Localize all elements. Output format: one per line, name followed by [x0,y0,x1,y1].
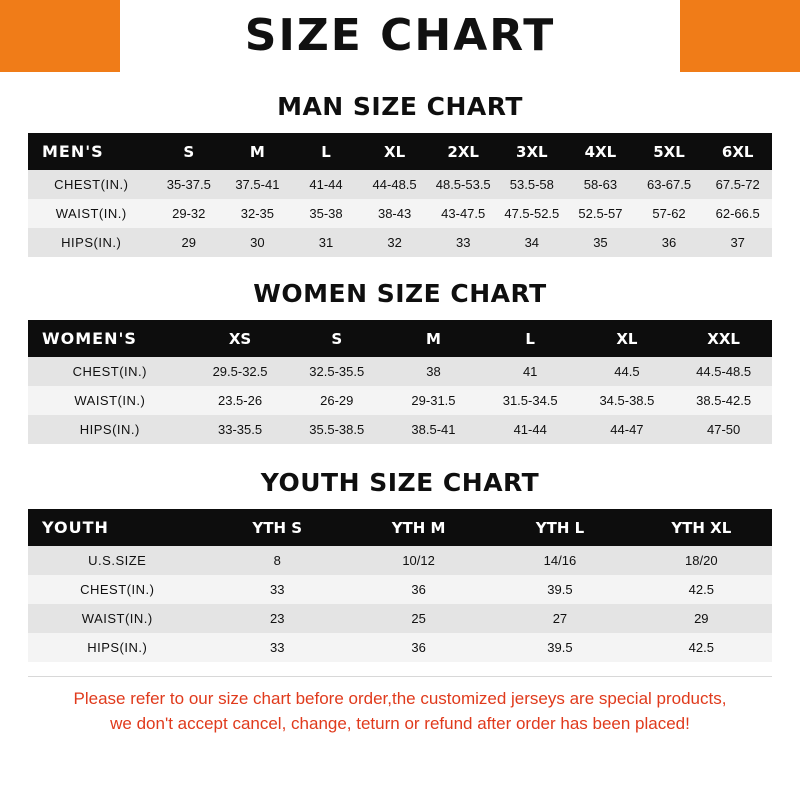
cell: 35-37.5 [154,170,223,199]
cell: 58-63 [566,170,635,199]
row-label: HIPS(IN.) [28,228,154,257]
women-col-xs: XS [192,320,289,357]
cell: 34 [498,228,567,257]
table-row [28,199,772,228]
youth-size-table [28,509,772,662]
cell: 36 [635,228,704,257]
youth-table-header [28,509,772,546]
cell: 44.5-48.5 [675,357,772,386]
cell: 34.5-38.5 [579,386,676,415]
row-label: HIPS(IN.) [28,633,207,662]
cell: 35-38 [292,199,361,228]
youth-table-body [28,546,772,662]
cell: 44-48.5 [360,170,429,199]
men-col-6xl: 6XL [703,133,772,170]
cell: 33 [429,228,498,257]
cell: 29 [154,228,223,257]
men-col-label: MEN'S [28,133,154,170]
men-size-table [28,133,772,257]
row-label: U.S.SIZE [28,546,207,575]
cell: 67.5-72 [703,170,772,199]
cell: 25 [348,604,489,633]
table-row [28,546,772,575]
youth-col-label: YOUTH [28,509,207,546]
cell: 48.5-53.5 [429,170,498,199]
row-label: WAIST(IN.) [28,386,192,415]
row-label: CHEST(IN.) [28,170,154,199]
table-header-row [28,133,772,170]
cell: 38-43 [360,199,429,228]
cell: 29-32 [154,199,223,228]
cell: 32 [360,228,429,257]
section-title-men: MAN SIZE CHART [277,92,523,121]
cell: 32.5-35.5 [288,357,385,386]
youth-col-m: YTH M [348,509,489,546]
cell: 27 [489,604,630,633]
cell: 36 [348,575,489,604]
cell: 18/20 [631,546,772,575]
cell: 32-35 [223,199,292,228]
cell: 43-47.5 [429,199,498,228]
cell: 37 [703,228,772,257]
cell: 63-67.5 [635,170,704,199]
youth-col-xl: YTH XL [631,509,772,546]
cell: 29 [631,604,772,633]
cell: 14/16 [489,546,630,575]
table-row [28,415,772,444]
women-table-header [28,320,772,357]
men-col-2xl: 2XL [429,133,498,170]
cell: 35 [566,228,635,257]
table-header-row [28,509,772,546]
cell: 31 [292,228,361,257]
cell: 23 [207,604,348,633]
header-banner [0,0,800,72]
cell: 52.5-57 [566,199,635,228]
table-row [28,386,772,415]
row-label: WAIST(IN.) [28,199,154,228]
cell: 44-47 [579,415,676,444]
row-label: WAIST(IN.) [28,604,207,633]
cell: 41-44 [292,170,361,199]
footer-note-line-1: Please refer to our size chart before order,the customized jerseys are special products, [73,689,727,708]
men-col-xl: XL [360,133,429,170]
table-row [28,604,772,633]
section-title-youth: YOUTH SIZE CHART [260,468,540,497]
cell: 39.5 [489,633,630,662]
cell: 38 [385,357,482,386]
cell: 39.5 [489,575,630,604]
content-area [0,72,800,800]
table-row [28,228,772,257]
men-col-m: M [223,133,292,170]
cell: 37.5-41 [223,170,292,199]
cell: 23.5-26 [192,386,289,415]
cell: 36 [348,633,489,662]
footer-note-line-2: we don't accept cancel, change, teturn or refund after order has been placed! [110,713,690,733]
cell: 42.5 [631,633,772,662]
women-col-l: L [482,320,579,357]
men-col-3xl: 3XL [498,133,567,170]
table-row [28,170,772,199]
footer-note [28,676,772,736]
page-title: SIZE CHART [244,10,556,61]
women-col-m: M [385,320,482,357]
cell: 33 [207,575,348,604]
table-header-row [28,320,772,357]
row-label: CHEST(IN.) [28,357,192,386]
youth-col-s: YTH S [207,509,348,546]
women-col-s: S [288,320,385,357]
cell: 44.5 [579,357,676,386]
cell: 30 [223,228,292,257]
youth-col-l: YTH L [489,509,630,546]
cell: 47-50 [675,415,772,444]
cell: 38.5-41 [385,415,482,444]
table-row [28,357,772,386]
cell: 31.5-34.5 [482,386,579,415]
cell: 42.5 [631,575,772,604]
men-col-s: S [154,133,223,170]
men-table-header [28,133,772,170]
section-title-women: WOMEN SIZE CHART [253,279,547,308]
cell: 41-44 [482,415,579,444]
cell: 29.5-32.5 [192,357,289,386]
cell: 10/12 [348,546,489,575]
cell: 26-29 [288,386,385,415]
women-col-label: WOMEN'S [28,320,192,357]
cell: 62-66.5 [703,199,772,228]
table-row [28,575,772,604]
cell: 29-31.5 [385,386,482,415]
cell: 8 [207,546,348,575]
header-banner-inner [120,0,680,72]
cell: 47.5-52.5 [498,199,567,228]
men-table-body [28,170,772,257]
women-col-xl: XL [579,320,676,357]
cell: 35.5-38.5 [288,415,385,444]
cell: 33 [207,633,348,662]
men-col-5xl: 5XL [635,133,704,170]
women-size-table [28,320,772,444]
cell: 38.5-42.5 [675,386,772,415]
women-table-body [28,357,772,444]
cell: 33-35.5 [192,415,289,444]
row-label: HIPS(IN.) [28,415,192,444]
row-label: CHEST(IN.) [28,575,207,604]
cell: 53.5-58 [498,170,567,199]
cell: 41 [482,357,579,386]
table-row [28,633,772,662]
women-col-xxl: XXL [675,320,772,357]
men-col-4xl: 4XL [566,133,635,170]
men-col-l: L [292,133,361,170]
cell: 57-62 [635,199,704,228]
